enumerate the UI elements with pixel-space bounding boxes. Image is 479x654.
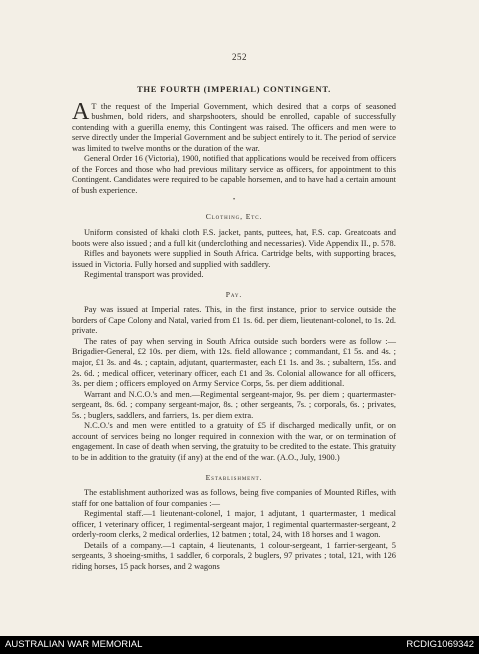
page-number: 252 [232, 52, 247, 62]
clothing-section [72, 212, 396, 280]
establishment-heading: Establishment. [205, 472, 263, 482]
clothing-heading: Clothing, Etc. [205, 212, 263, 222]
ink-dot: • [232, 197, 236, 204]
pay-paragraph-3: Warrant and N.C.O.'s and men.—Regimental sergeant-major, 9s. per diem ; quartermaster-sergeant, 8s. 6d. ; company sergeant-major, 8s. ; other sergeants, 7s. ; corporals, 6s. ; privates, 5s. ; buglers, saddlers, and farriers, 1s. per diem extra. [72, 389, 396, 420]
pay-paragraph-1: Pay was issued at Imperial rates. This, in the first instance, prior to service outside the borders of Cape Colony and Natal, varied from £1 1s. 6d. per diem, lieutenant-colonel, to 1s. 2d. private. [72, 305, 396, 336]
establishment-paragraph-1: The establishment authorized was as follows, being five companies of Mounted Rifles, with staff for one battalion of four companies :— [72, 488, 396, 508]
establishment-paragraph-2: Regimental staff.—1 lieutenant-colonel, 1 major, 1 adjutant, 1 quartermaster, 1 medical officer, 1 veterinary officer, 1 regimental-sergeant major, 1 regimental quartermaster-sergeant, 2 orderly-room clerks, 2 medical orderlies, 12 batmen ; total, 24, with 18 horses and 1 wagon. [72, 509, 396, 540]
archive-footer [0, 636, 479, 654]
intro-paragraph-1 [72, 98, 396, 155]
footer-record-id: RCDIG1069342 [406, 639, 474, 650]
drop-cap: A [72, 98, 90, 125]
pay-paragraph-4: N.C.O.'s and men were entitled to a gratuity of £5 if discharged medically unfit, or on account of services being no longer required in connexion with the war, or on termination of engagement. In case of death when serving, the gratuity to be credited to the estate. This gratuity to be in addition to the gratuity (if any) at the end of the war. (A.O., July, 1900.) [72, 421, 396, 462]
clothing-paragraph-3: Regimental transport was provided. [84, 270, 204, 280]
intro-section [72, 98, 396, 204]
establishment-paragraph-3: Details of a company.—1 captain, 4 lieutenants, 1 colour-sergeant, 1 farrier-sergeant, 5 sergeants, 3 shoeing-smiths, 1 saddler, 6 corporals, 2 buglers, 97 privates ; total, 121, with 126 riding horses, 15 pack horses, and 2 wagons [72, 540, 396, 571]
clothing-paragraph-2: Rifles and bayonets were supplied in South Africa. Cartridge belts, with supporting braces, issued in Victoria. Fully horsed and supplied with saddlery. [72, 249, 396, 269]
clothing-paragraph-1: Uniform consisted of khaki cloth F.S. jacket, pants, puttees, hat, F.S. cap. Greatcoats and boots were also issued ; and a full kit (underclothing and necessaries). Vide Appendix II., p. 578. [72, 228, 396, 248]
establishment-section [72, 473, 396, 573]
pay-heading: Pay. [225, 289, 243, 299]
pay-paragraph-2: The rates of pay when serving in South Africa outside such borders were as follow :—Brigadier-General, £2 10s. per diem, with 12s. field allowance ; commandant, £1 5s. and 4s. ; major, £1 3s. and 4s. ; captain, adjutant, quartermaster, each £1 1s. and 3s. ; subaltern, 15s. and 2s. 6d. ; medical officer, veterinary officer, each £1 and 3s. Colonial allowance for all officers, 3s. per diem ; officers employed on Army Service Corps, 5s. per diem additional. [72, 336, 396, 389]
pay-section [72, 290, 396, 464]
page-title: THE FOURTH (IMPERIAL) CONTINGENT. [136, 84, 332, 94]
page-content [72, 84, 396, 572]
intro-paragraph-2: General Order 16 (Victoria), 1900, notified that applications would be received from officers of the Forces and those who had previous military service as officers, for appointment to this Contingent. Candidates were required to be capable horsemen, and to have had a certain amount of bush experience. [72, 154, 396, 195]
intro-paragraph-1-text: T the request of the Imperial Government, which desired that a corps of seasoned bushmen, bold riders, and sharpshooters, should be enrolled, capable of successfully contending with a guerilla enemy, this Contingent was raised. The officers and men were to serve directly under the Imperial Government and be subject entirely to it. The period of service was limited to twelve months or the duration of the war. [72, 101, 396, 153]
footer-source: AUSTRALIAN WAR MEMORIAL [5, 639, 143, 650]
